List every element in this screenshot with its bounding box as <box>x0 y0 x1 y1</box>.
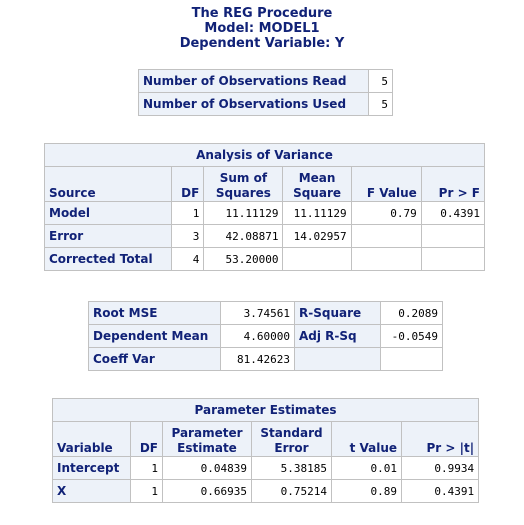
table-caption-row <box>53 399 479 422</box>
cell-ss: 53.20000 <box>204 248 283 271</box>
cell-t: 0.01 <box>332 457 402 480</box>
cell-std-error: 5.38185 <box>252 457 332 480</box>
table-header-row <box>53 422 479 457</box>
observations-table <box>138 69 393 116</box>
params-caption: Parameter Estimates <box>53 399 479 422</box>
anova-caption: Analysis of Variance <box>45 144 485 167</box>
fit-value <box>381 348 443 371</box>
table-row <box>139 70 393 93</box>
col-header-pr-f: Pr > F <box>421 167 484 202</box>
obs-read-value: 5 <box>369 70 393 93</box>
cell-df: 1 <box>172 202 204 225</box>
cell-std-error: 0.75214 <box>252 480 332 503</box>
row-label: Model <box>45 202 172 225</box>
col-header-df: DF <box>131 422 163 457</box>
col-header-t-value: t Value <box>332 422 402 457</box>
fit-label: Dependent Mean <box>89 325 221 348</box>
col-header-f-value: F Value <box>351 167 421 202</box>
cell-df: 1 <box>131 480 163 503</box>
cell-df: 1 <box>131 457 163 480</box>
cell-ss: 11.11129 <box>204 202 283 225</box>
col-header-pr-t: Pr > |t| <box>402 422 479 457</box>
row-label: Corrected Total <box>45 248 172 271</box>
cell-df: 3 <box>172 225 204 248</box>
parameter-estimates-table <box>52 398 479 503</box>
cell-ms: 14.02957 <box>283 225 351 248</box>
procedure-title: The REG Procedure <box>191 6 333 21</box>
table-row <box>89 302 443 325</box>
col-header-parameter-estimate: Parameter Estimate <box>163 422 252 457</box>
col-header-sum-of-squares: Sum of Squares <box>204 167 283 202</box>
cell-f <box>351 248 421 271</box>
fit-value: 4.60000 <box>221 325 295 348</box>
row-label: Error <box>45 225 172 248</box>
output-titles <box>0 6 524 51</box>
anova-table <box>44 143 485 271</box>
table-row <box>139 93 393 116</box>
fit-label: Coeff Var <box>89 348 221 371</box>
table-caption-row <box>45 144 485 167</box>
fit-label: Adj R-Sq <box>295 325 381 348</box>
fit-label: Root MSE <box>89 302 221 325</box>
col-header-df: DF <box>172 167 204 202</box>
table-row <box>45 248 485 271</box>
fit-label: R-Square <box>295 302 381 325</box>
table-row <box>53 480 479 503</box>
cell-ms <box>283 248 351 271</box>
cell-p <box>421 248 484 271</box>
cell-p <box>421 225 484 248</box>
cell-df: 4 <box>172 248 204 271</box>
obs-used-value: 5 <box>369 93 393 116</box>
cell-f <box>351 225 421 248</box>
cell-f: 0.79 <box>351 202 421 225</box>
cell-estimate: 0.04839 <box>163 457 252 480</box>
obs-used-label: Number of Observations Used <box>139 93 369 116</box>
table-row <box>89 325 443 348</box>
row-label: X <box>53 480 131 503</box>
cell-p: 0.9934 <box>402 457 479 480</box>
table-header-row <box>45 167 485 202</box>
cell-p: 0.4391 <box>402 480 479 503</box>
fit-value: -0.0549 <box>381 325 443 348</box>
table-row <box>45 225 485 248</box>
cell-estimate: 0.66935 <box>163 480 252 503</box>
model-title: Model: MODEL1 <box>204 21 320 36</box>
table-row <box>45 202 485 225</box>
cell-t: 0.89 <box>332 480 402 503</box>
fit-label <box>295 348 381 371</box>
cell-ms: 11.11129 <box>283 202 351 225</box>
col-header-standard-error: Standard Error <box>252 422 332 457</box>
cell-p: 0.4391 <box>421 202 484 225</box>
obs-read-label: Number of Observations Read <box>139 70 369 93</box>
fit-statistics-table <box>88 301 443 371</box>
fit-value: 81.42623 <box>221 348 295 371</box>
row-label: Intercept <box>53 457 131 480</box>
fit-value: 3.74561 <box>221 302 295 325</box>
cell-ss: 42.08871 <box>204 225 283 248</box>
col-header-mean-square: Mean Square <box>283 167 351 202</box>
col-header-source: Source <box>45 167 172 202</box>
table-row <box>53 457 479 480</box>
table-row <box>89 348 443 371</box>
col-header-variable: Variable <box>53 422 131 457</box>
dependent-variable-title: Dependent Variable: Y <box>179 36 345 51</box>
fit-value: 0.2089 <box>381 302 443 325</box>
